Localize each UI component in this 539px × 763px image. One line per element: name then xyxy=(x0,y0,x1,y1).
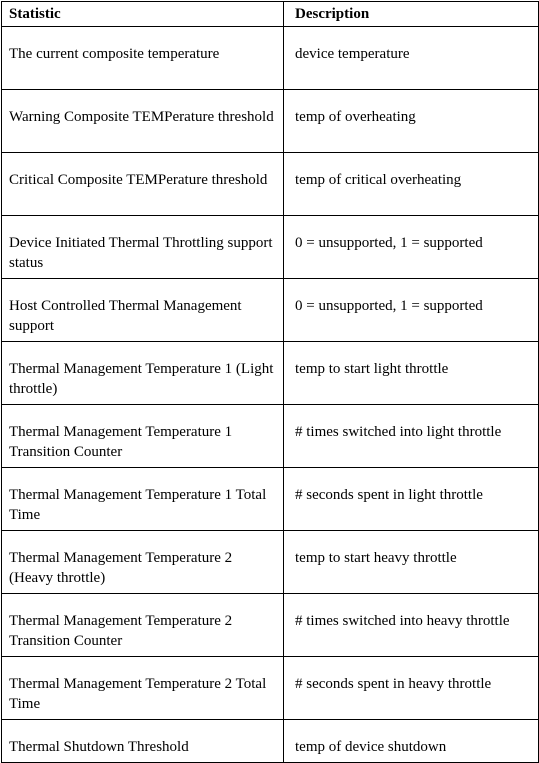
statistic-cell: Thermal Management Temperature 1 Transition Counter xyxy=(2,405,284,468)
statistics-table xyxy=(1,1,539,763)
statistic-cell: Thermal Management Temperature 2 Transition Counter xyxy=(2,594,284,657)
table-row xyxy=(2,153,539,216)
statistic-cell: Host Controlled Thermal Management support xyxy=(2,279,284,342)
statistic-cell: Critical Composite TEMPerature threshold xyxy=(2,153,284,216)
table-row xyxy=(2,531,539,594)
header-description: Description xyxy=(284,2,539,27)
description-cell: temp of device shutdown xyxy=(284,720,539,763)
statistic-cell: Thermal Management Temperature 1 Total Time xyxy=(2,468,284,531)
table-row xyxy=(2,468,539,531)
statistic-cell: The current composite temperature xyxy=(2,27,284,90)
statistic-cell: Thermal Shutdown Threshold xyxy=(2,720,284,763)
statistic-cell: Device Initiated Thermal Throttling support status xyxy=(2,216,284,279)
statistic-cell: Thermal Management Temperature 2 Total Time xyxy=(2,657,284,720)
statistic-cell: Thermal Management Temperature 2 (Heavy throttle) xyxy=(2,531,284,594)
table-row xyxy=(2,720,539,763)
description-cell: # times switched into light throttle xyxy=(284,405,539,468)
description-cell: temp of critical overheating xyxy=(284,153,539,216)
description-cell: device temperature xyxy=(284,27,539,90)
header-statistic: Statistic xyxy=(2,2,284,27)
description-cell: temp to start light throttle xyxy=(284,342,539,405)
table-row xyxy=(2,342,539,405)
table-row xyxy=(2,27,539,90)
header-row xyxy=(2,2,539,27)
table-row xyxy=(2,279,539,342)
statistic-cell: Thermal Management Temperature 1 (Light throttle) xyxy=(2,342,284,405)
statistic-cell: Warning Composite TEMPerature threshold xyxy=(2,90,284,153)
table-row xyxy=(2,405,539,468)
table-row xyxy=(2,216,539,279)
description-cell: temp to start heavy throttle xyxy=(284,531,539,594)
description-cell: # seconds spent in light throttle xyxy=(284,468,539,531)
description-cell: # times switched into heavy throttle xyxy=(284,594,539,657)
description-cell: temp of overheating xyxy=(284,90,539,153)
description-cell: 0 = unsupported, 1 = supported xyxy=(284,279,539,342)
table-row xyxy=(2,90,539,153)
table-row xyxy=(2,657,539,720)
table-row xyxy=(2,594,539,657)
description-cell: 0 = unsupported, 1 = supported xyxy=(284,216,539,279)
description-cell: # seconds spent in heavy throttle xyxy=(284,657,539,720)
